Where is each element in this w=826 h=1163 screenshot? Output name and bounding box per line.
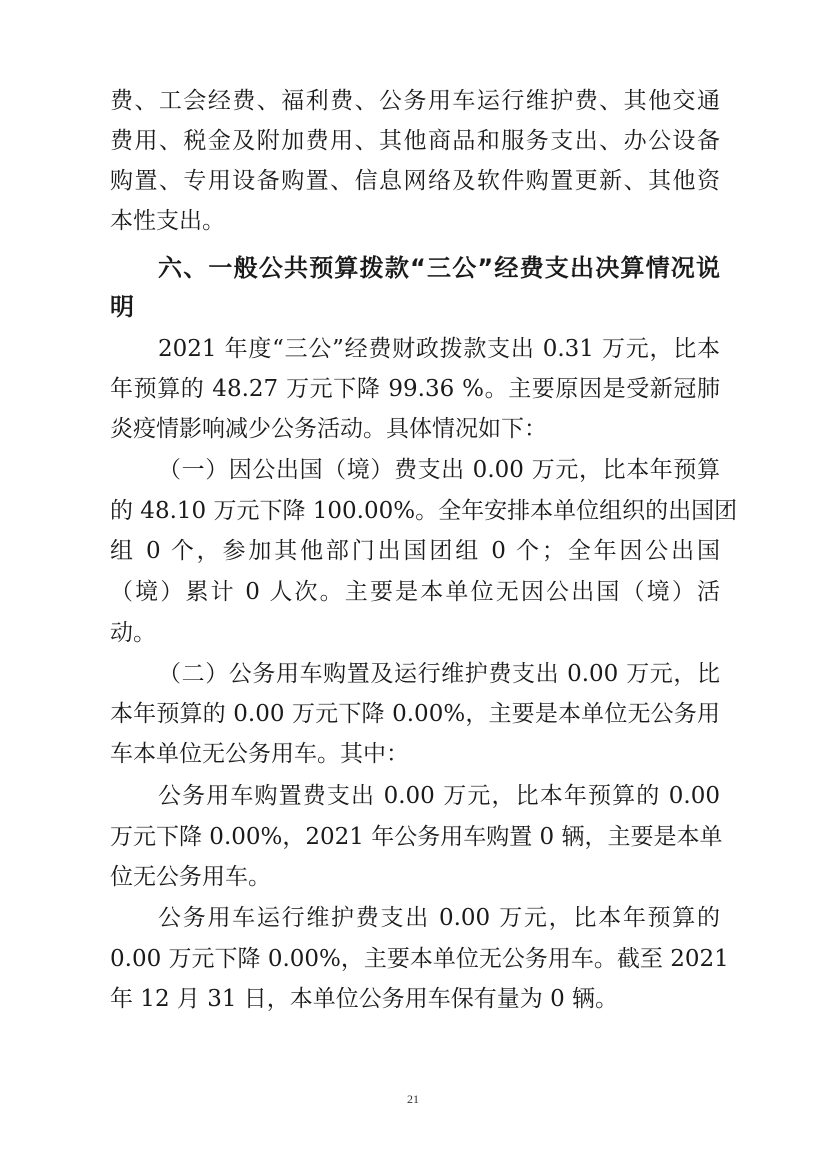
paragraph-line: 年 12 月 31 日，本单位公务用车保有量为 0 辆。 [110,986,619,1012]
section-heading-continuation: 明 [110,293,134,321]
paragraph-line: 车本单位无公务用车。其中： [110,741,409,767]
paragraph-line: 位无公务用车。 [110,864,271,890]
paragraph-line: 费用、税金及附加费用、其他商品和服务支出、办公设备 [110,128,720,154]
section-heading: 六、一般公共预算拨款“三公”经费支出决算情况说 [158,254,720,282]
paragraph-line: 购置、专用设备购置、信息网络及软件购置更新、其他资 [110,168,720,194]
paragraph-line: 年预算的 48.27 万元下降 99.36 %。主要原因是受新冠肺 [110,376,720,402]
paragraph-line: 炎疫情影响减少公务活动。具体情况如下： [110,416,547,442]
paragraph-line: 2021 年度“三公”经费财政拨款支出 0.31 万元，比本 [158,336,720,362]
paragraph-line: 动。 [110,620,156,646]
paragraph-line: 公务用车购置费支出 0.00 万元，比本年预算的 0.00 [158,783,720,809]
paragraph-line: 费、工会经费、福利费、公务用车运行维护费、其他交通 [110,88,720,114]
paragraph-line: （二）公务用车购置及运行维护费支出 0.00 万元，比 [158,661,720,687]
paragraph-line: 本年预算的 0.00 万元下降 0.00%，主要是本单位无公务用 [110,701,720,727]
paragraph-line: （一）因公出国（境）费支出 0.00 万元，比本年预算 [158,457,720,483]
paragraph-line: 0.00 万元下降 0.00%，主要本单位无公务用车。截至 2021 [110,946,729,972]
page-number: 21 [407,1092,419,1106]
paragraph-line: 的 48.10 万元下降 100.00%。全年安排本单位组织的出国团 [110,498,738,524]
paragraph-line: 本性支出。 [110,208,225,234]
paragraph-line: 公务用车运行维护费支出 0.00 万元，比本年预算的 [158,905,720,931]
paragraph-line: 组 0 个，参加其他部门出国团组 0 个；全年因公出国 [110,538,720,564]
paragraph-line: 万元下降 0.00%，2021 年公务用车购置 0 辆，主要是本单 [110,824,723,850]
paragraph-line: （境）累计 0 人次。主要是本单位无因公出国（境）活 [110,579,720,605]
